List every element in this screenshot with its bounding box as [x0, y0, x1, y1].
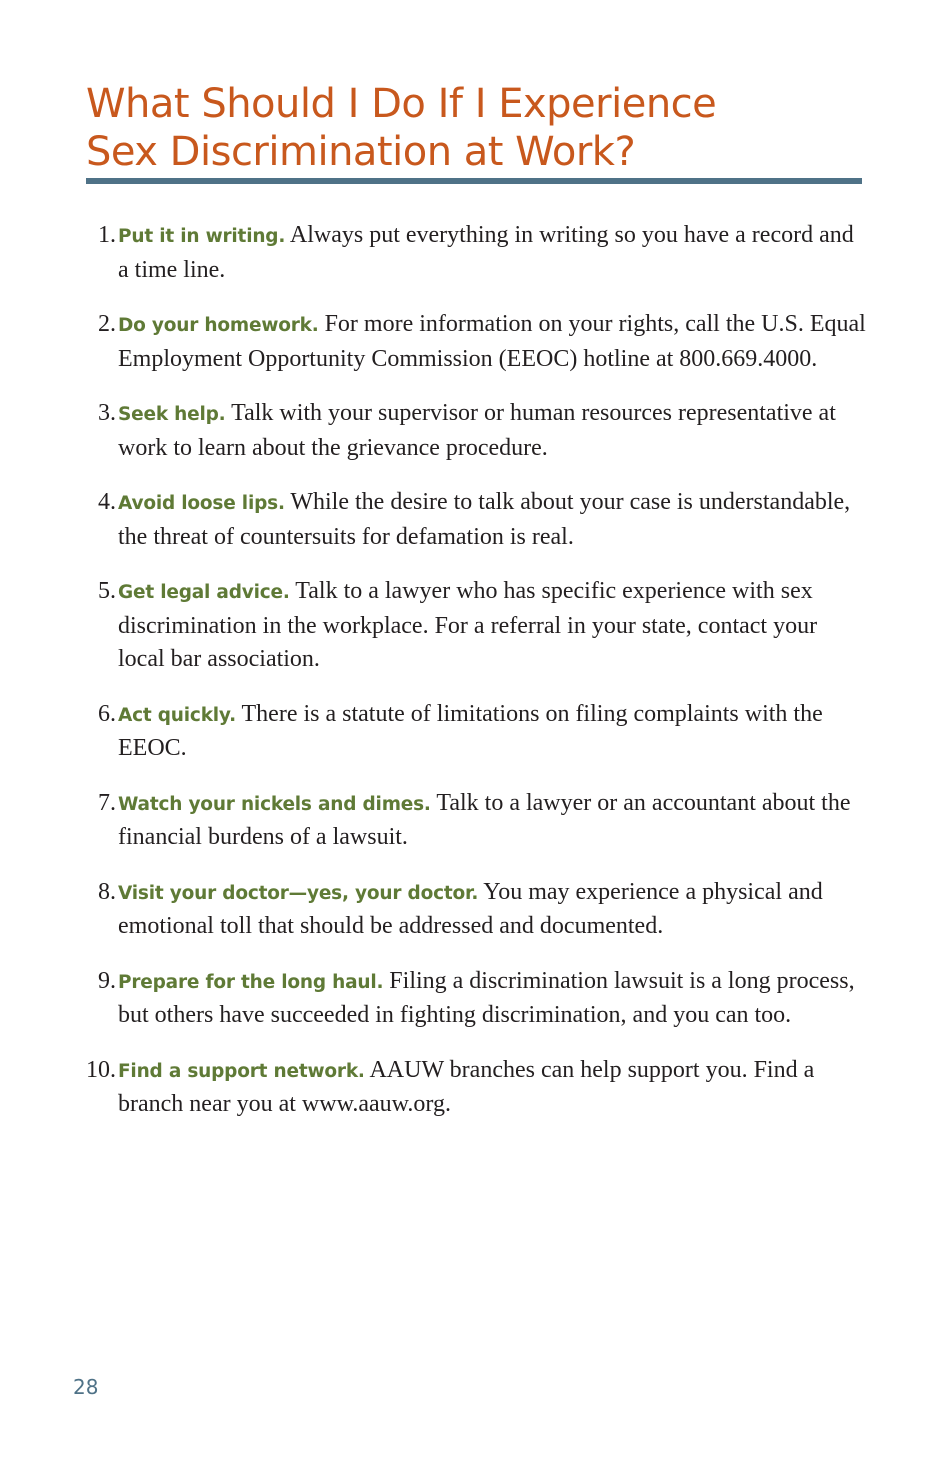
item-lead: Prepare for the long haul. — [118, 971, 384, 993]
item-lead: Find a support network. — [118, 1060, 365, 1082]
page-title-line-2: Sex Discrimination at Work? — [86, 129, 636, 175]
page-title — [86, 80, 866, 176]
title-divider — [86, 178, 862, 184]
page-title-line-1: What Should I Do If I Experience — [86, 81, 717, 127]
list-item — [84, 1054, 866, 1122]
item-text: Talk to a lawyer who has specific experience with sex discrimination in the workplace. For a referral in your state, contact your local bar association. — [118, 578, 818, 672]
list-item — [84, 486, 866, 554]
item-number: 8. — [98, 878, 116, 905]
list-item — [84, 876, 866, 944]
list-item — [84, 397, 866, 465]
item-number: 4. — [98, 489, 116, 515]
item-number: 7. — [98, 789, 116, 816]
item-number: 3. — [98, 400, 116, 426]
item-lead: Seek help. — [118, 404, 226, 425]
item-lead: Get legal advice. — [118, 582, 290, 603]
item-lead: Do your homework. — [118, 315, 319, 336]
page-number: 28 — [73, 1375, 99, 1399]
item-number: 9. — [98, 967, 116, 994]
item-text: Always put everything in writing so you have a record and a time line. — [118, 222, 854, 283]
item-text: There is a statute of limitations on filing complaints with the EEOC. — [118, 700, 823, 761]
item-number: 10. — [86, 1056, 116, 1083]
item-lead: Visit your doctor—yes, your doctor. — [118, 882, 479, 904]
advice-list — [84, 219, 866, 1143]
item-text: Filing a discrimination lawsuit is a long process, but others have succeeded in fighting discrimination, and you can too. — [118, 967, 855, 1028]
item-number: 1. — [98, 222, 116, 248]
list-item — [84, 965, 866, 1033]
list-item — [84, 698, 866, 766]
item-text: Talk with your supervisor or human resources representative at work to learn about the grievance procedure. — [118, 400, 836, 461]
list-item — [84, 787, 866, 855]
list-item — [84, 575, 866, 677]
item-number: 5. — [98, 578, 116, 604]
item-text: You may experience a physical and emotional toll that should be addressed and documented. — [118, 878, 823, 939]
item-lead: Act quickly. — [118, 704, 236, 726]
item-lead: Avoid loose lips. — [118, 493, 285, 514]
item-text: For more information on your rights, call the U.S. Equal Employment Opportunity Commission (EEOC) hotline at 800.669.4000. — [118, 311, 866, 372]
item-text: Talk to a lawyer or an accountant about the financial burdens of a lawsuit. — [118, 789, 851, 850]
item-number: 2. — [98, 311, 116, 337]
item-text: AAUW branches can help support you. Find a branch near you at www.aauw.org. — [118, 1056, 815, 1117]
item-text: While the desire to talk about your case is understandable, the threat of countersuits for defamation is real. — [118, 489, 851, 550]
item-lead: Put it in writing. — [118, 226, 286, 247]
list-item — [84, 219, 866, 287]
list-item — [84, 308, 866, 376]
item-lead: Watch your nickels and dimes. — [118, 793, 431, 815]
item-number: 6. — [98, 700, 116, 727]
